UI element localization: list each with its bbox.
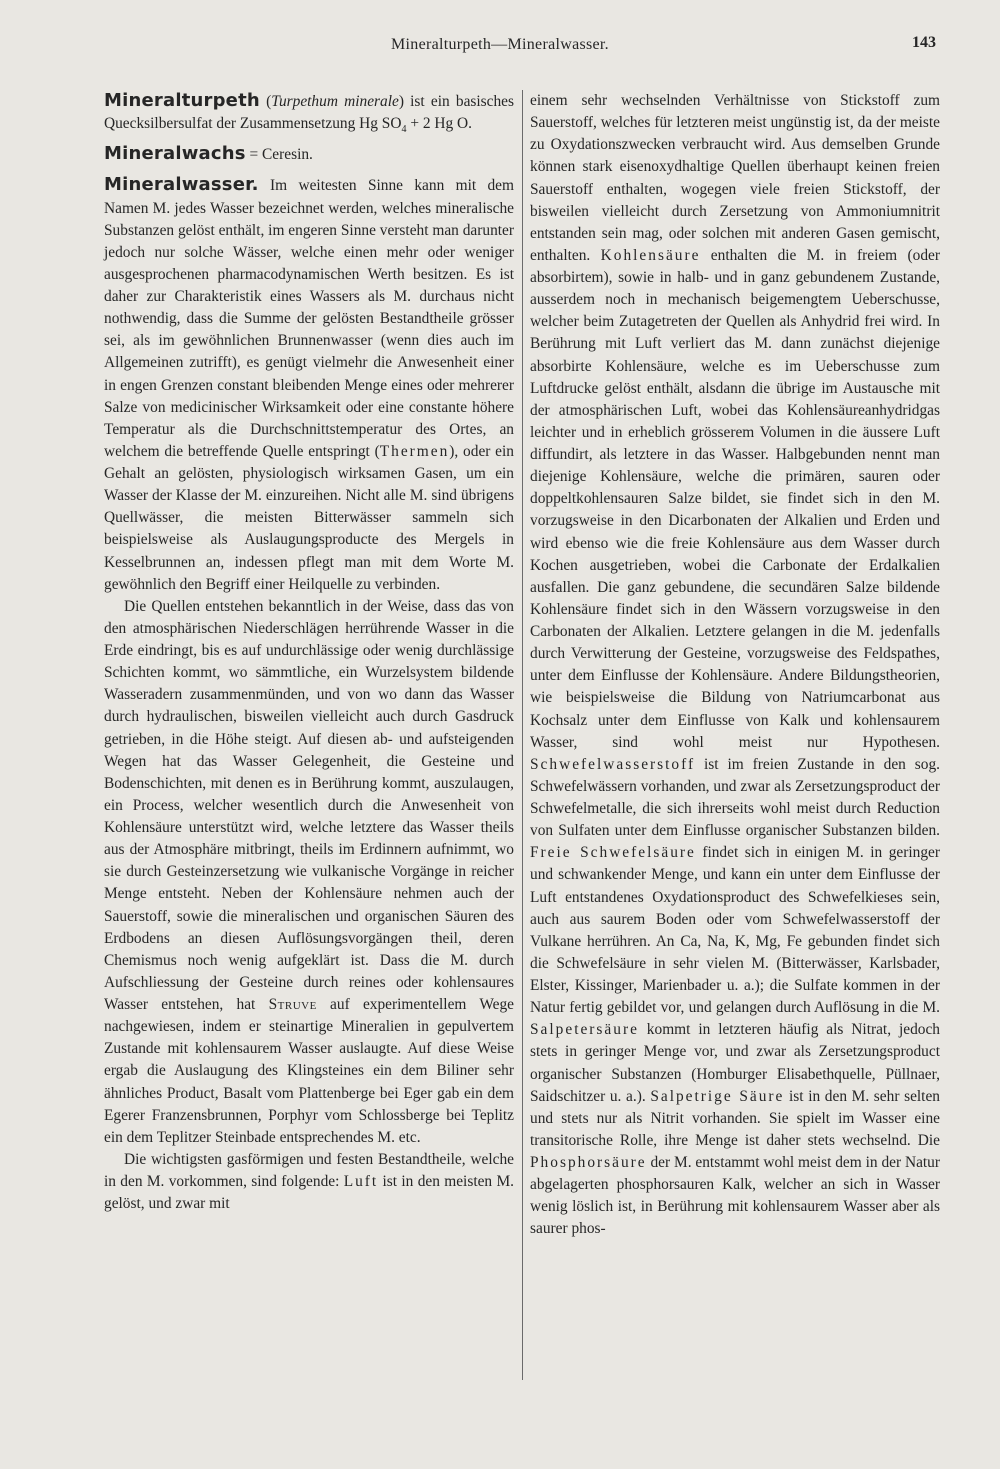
spaced-term: Luft: [343, 1173, 379, 1190]
column-divider: [522, 90, 523, 1380]
spaced-term: Salpetrige Säure: [650, 1087, 785, 1105]
spaced-term: Salpetersäure: [530, 1021, 639, 1039]
entry-heading: Mineralturpeth: [104, 90, 260, 111]
subscript: 4: [401, 124, 407, 136]
running-title: Mineralturpeth—Mineralwasser.: [391, 36, 609, 53]
spaced-term: Thermen: [379, 442, 450, 460]
entry-heading: Mineralwasser.: [104, 174, 259, 196]
paragraph: einem sehr wechselnden Verhältnisse von Stickstoff zum Sauerstoff, welches für letzteren meist ungünstig ist, da der meiste zu Oxydationszwecken verbraucht wird. Aus demselben Grunde können stark eisenoxydhaltige Quellen überhaupt keinen freien Sauerstoff enthalten, wogegen viele freien Stickstoff, der bisweilen vielleicht durch Zersetzung von Ammoniumnitrit entstanden sein mag, oder solchen mit anderen Gasen gemischt, enthalten. Kohlensäure enthalten die M. in freiem (oder absorbirtem), sowie in halb- und in ganz gebundenem Zustande, ausserdem noch in mechanisch beigemengtem Ueberschusse, welcher beim Zutagetreten der Quellen als Anhydrid frei wird. In Berührung mit Luft verliert das M. dann zunächst diejenige absorbirte Kohlensäure, welche es im Ueberschusse zum Luftdrucke gelöst enthält, alsdann die übrige im Austausche mit der atmosphärischen Luft, wobei das Kohlensäureanhydridgas leichter und in erheblich grösserem Volumen in die äussere Luft diffundirt, als letztere in das Wasser. Halbgebunden nennt man diejenige Kohlensäure, welche die primären, sauren oder doppeltkohlensauren Salze bildet, sie findet sich in den M. vorzugsweise in den Dicarbonaten der Alkalien und Erden und wird ebenso wie die freie Kohlensäure aus dem Wasser durch Kochen ausgetrieben, wobei die Carbonate der Erdalkalien ausfallen. Die ganz gebundene, die secundären Salze bildende Kohlensäure findet sich in den Wässern vorzugsweise in den Carbonaten der Alkalien. Letztere gelangen in die M. jedenfalls durch Verwitterung der Gesteine, vorzugsweise des Feldspathes, unter dem Einflusse der Kohlensäure. Andere Bildungstheorien, wie beispielsweise die Bildung von Natriumcarbonat aus Kochsalz unter dem Einflusse von Kalk und kohlensaurem Wasser, sind wohl meist nur Hypothesen. Schwefelwasserstoff ist im freien Zustande in den sog. Schwefelwässern vorhanden, und zwar als Zersetzungsproduct der Schwefelmetalle, die sich ihrerseits wohl meist durch Reduction von Sulfaten unter dem Einflusse organischer Substanzen bilden. Freie Schwefelsäure findet sich in einigen M. in geringer und schwankender Menge, und kann ein unter dem Einflusse der Luft entstandenes Oxydationsproduct des Schwefelkieses sein, auch aus saurem Boden oder vom Schwefelwasserstoff der Vulkane herrühren. An Ca, Na, K, Mg, Fe gebunden findet sich die Schwefelsäure in sehr vielen M. (Bitterwässer, Karlsbader, Elster, Kissinger, Marienbader u. a.); die Sulfate kommen in der Natur fertig gebildet vor, und gelangen durch Auflösung in die M. Salpetersäure kommt in letzteren häufig als Nitrat, jedoch stets in geringer Menge vor, und zwar als Zersetzungsproduct organischer Substanzen (Homburger Elisabethquelle, Püllnaer, Saidschitzer u. a.). Salpetrige Säure ist in den M. sehr selten und stets nur als Nitrit vorhanden. Sie spielt im Wasser eine transitorische Rolle, ihre Menge ist daher stets wechselnd. Die Phosphorsäure der M. entstammt wohl meist dem in der Natur abgelagerten phosphorsauren Kalk, welcher an sich in Wasser wenig löslich ist, in Berührung mit kohlensaurem Wasser aber als saurer phos-: [530, 92, 941, 1238]
entry-mineralturpeth: Mineralturpeth (Turpethum minerale) ist ein basisches Quecksilbersulfat der Zusammensetzung Hg $SO_4 + 2$ Hg O.: [104, 90, 515, 136]
left-column: [104, 90, 514, 1215]
spaced-term: Freie Schwefelsäure: [530, 844, 696, 862]
latin-name: Turpethum minerale: [271, 93, 399, 110]
entry-mineralwasser: Mineralwasser. Im weitesten Sinne kann mit dem Namen M. jedes Wasser bezeichnet werden, welches mineralische Substanzen gelöst enthält, im engeren Sinne versteht man darunter jedoch nur solche Wässer, welche einen mehr oder weniger ausgesprochenen pharmacodynamischen Werth besitzen. Es ist daher zur Charakteristik eines Wassers als M. durchaus nicht nothwendig, dass die Summe der gelösten Bestandtheile grösser sei, als im gewöhnlichen Brunnenwasser (wenn dies auch im Allgemeinen zutrifft), es genügt vielmehr die Anwesenheit einer in engen Grenzen constant bleibenden Menge eines oder mehrerer Salze von medicinischer Wirksamkeit oder eine constante höhere Temperatur als die Durchschnittstemperatur des Ortes, an welchem die betreffende Quelle entspringt (Thermen), oder ein Gehalt an gelösten, physiologisch wirksamen Gasen, um ein Wasser der Klasse der M. einzureihen. Nicht alle M. sind übrigens Quellwässer, die meisten Bitterwässer sammeln sich beispielsweise als Auslaugungsproducte des Mergels in Kesselbrunnen an, indessen pflegt man mit dem Worte M. gewöhnlich den Begriff einer Heilquelle zu verbinden.: [104, 174, 514, 593]
entry-mineralwachs: Mineralwachs = Ceresin.: [104, 143, 313, 165]
right-column: [530, 90, 940, 1241]
page-number: 143: [912, 34, 936, 51]
author-name: Struve: [268, 996, 317, 1013]
paragraph: Die Quellen entstehen bekanntlich in der Weise, dass das von den atmosphärischen Niederschlägen herrührende Wasser in die Erde eindringt, bis es auf undurchlässige oder wenig durchlässige Schichten kommt, wo sämmtliche, ein Wurzelsystem bildende Wasseradern zusammenmünden, und von wo dann das Wasser durch hydraulischen, bisweilen vielleicht auch durch Gasdruck getrieben, in die Höhe steigt. Auf diesen ab- und aufsteigenden Wegen hat das Wasser Gelegenheit, die Gesteine und Bodenschichten, mit denen es in Berührung kommt, auszulaugen, ein Process, welcher wesentlich durch die Anwesenheit von Kohlensäure unterstützt wird, welche letztere das Wasser theils aus der Atmosphäre mitbringt, theils im Erdinnern aufnimmt, wo sie durch Gesteinzersetzung wie vulkanische Vorgänge in reicher Menge entsteht. Neben der Kohlensäure nehmen auch der Sauerstoff, sowie die mineralischen und organischen Säuren des Erdbodens an diesen Auflösungsvorgängen theil, deren Chemismus noch wenig aufgeklärt ist. Dass die M. durch Aufschliessung der Gesteine durch reines oder kohlensaures Wasser entstehen, hat Struve auf experimentellem Wege nachgewiesen, indem er steinartige Mineralien in gepulvertem Zustande mit kohlensaurem Wasser auslaugte. Auf diese Weise ergab die Auslaugung des Klingsteines ein dem Biliner sehr ähnliches Product, Basalt vom Plattenberge bei Eger gab ein dem Egerer Franzensbrunnen, Porphyr vom Schlossberge bei Teplitz ein dem Teplitzer Steinbade entsprechendes M. etc.: [104, 597, 514, 1146]
paragraph: Die wichtigsten gasförmigen und festen Bestandtheile, welche in den M. vorkommen, sind folgende: Luft ist in den meisten M. gelöst, und zwar mit: [104, 1150, 514, 1213]
spaced-term: Phosphorsäure: [530, 1154, 647, 1171]
entry-heading: Mineralwachs: [104, 143, 246, 165]
spaced-term: Schwefelwasserstoff: [530, 755, 696, 773]
spaced-term: Kohlensäure: [600, 246, 701, 264]
